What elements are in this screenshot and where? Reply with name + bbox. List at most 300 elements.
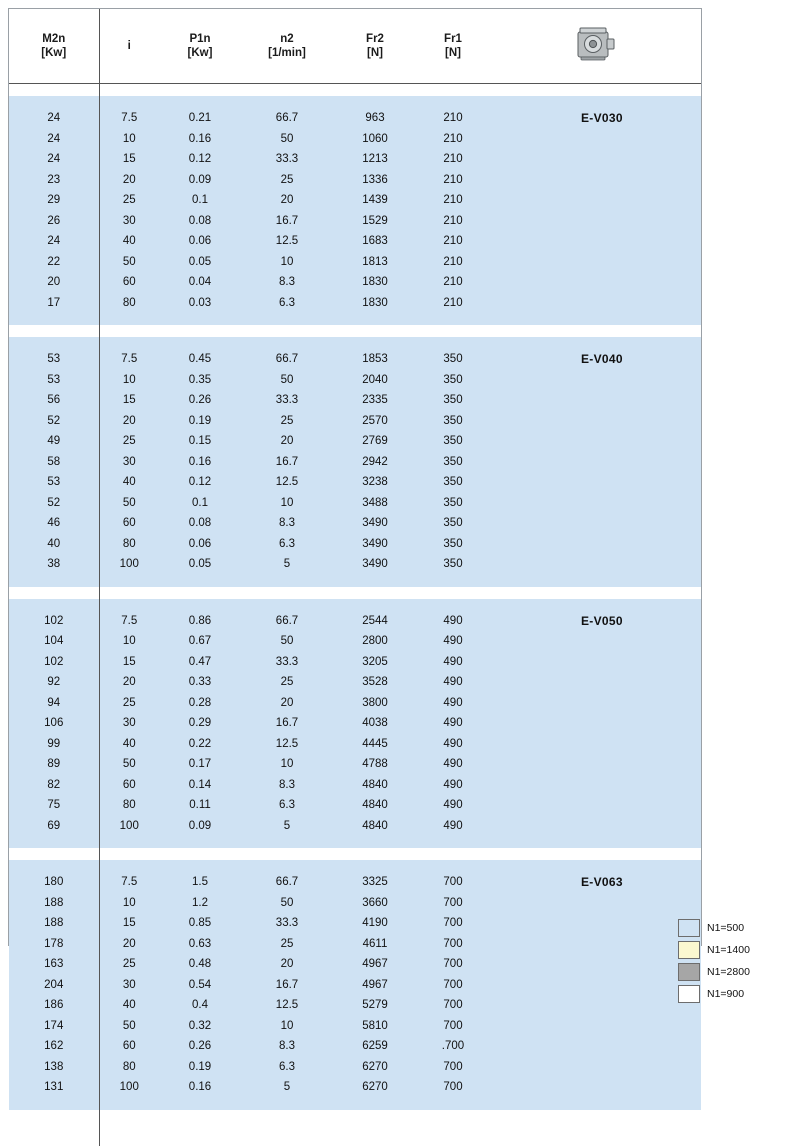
table-cell-fr1: 700 [417,934,489,955]
table-cell-fr2: 3325 [333,872,417,893]
model-label [489,734,701,755]
table-cell-fr1: 210 [417,231,489,252]
table-cell-i: 100 [99,554,159,575]
column-header-p1n-title: P1n [189,32,211,45]
table-cell-n2: 12.5 [241,734,333,755]
table-cell-n2: 5 [241,1077,333,1098]
model-label [489,1077,701,1098]
table-cell-fr2: 1439 [333,190,417,211]
table-cell-i: 100 [99,816,159,837]
table-cell-n2: 25 [241,672,333,693]
model-label [489,1036,701,1057]
table-cell-fr1: 350 [417,513,489,534]
table-cell-fr1: 700 [417,872,489,893]
group-spacer [9,587,701,599]
table-cell-fr1: 210 [417,211,489,232]
table-cell-fr1: 700 [417,975,489,996]
table-cell-i: 25 [99,190,159,211]
table-cell-fr1: 700 [417,954,489,975]
table-row [9,231,701,252]
table-cell-fr1: 350 [417,370,489,391]
table-cell-i: 7.5 [99,872,159,893]
table-cell-n2: 5 [241,816,333,837]
table-cell-fr1: 350 [417,554,489,575]
table-cell-m2n: 23 [9,170,99,191]
table-cell-m2n: 99 [9,734,99,755]
model-label [489,975,701,996]
model-label [489,954,701,975]
table-cell-fr1: 210 [417,129,489,150]
table-cell-fr1: 350 [417,472,489,493]
table-row [9,431,701,452]
table-cell-n2: 6.3 [241,293,333,314]
model-label [489,534,701,555]
table-row [9,129,701,150]
table-cell-p1n: 0.1 [159,190,241,211]
table-cell-n2: 10 [241,1016,333,1037]
table-row [9,190,701,211]
model-label [489,934,701,955]
legend-item [678,961,788,983]
table-cell-fr2: 4840 [333,795,417,816]
table-cell-fr2: 3800 [333,693,417,714]
table-cell-p1n: 0.26 [159,1036,241,1057]
table-header [9,9,701,84]
column-header-m2n-unit: [Kw] [41,47,67,59]
table-cell-fr2: 3528 [333,672,417,693]
table-cell-m2n: 186 [9,995,99,1016]
model-label [489,211,701,232]
model-label [489,1057,701,1078]
table-row [9,252,701,273]
table-cell-m2n: 106 [9,713,99,734]
table-row [9,370,701,391]
model-label [489,631,701,652]
table-cell-p1n: 0.04 [159,272,241,293]
table-cell-m2n: 204 [9,975,99,996]
table-cell-fr1: 490 [417,734,489,755]
table-row [9,754,701,775]
table-cell-m2n: 188 [9,893,99,914]
table-cell-i: 20 [99,934,159,955]
table-cell-i: 10 [99,893,159,914]
model-label [489,816,701,837]
table-row [9,693,701,714]
table-cell-p1n: 0.19 [159,411,241,432]
table-cell-fr1: 490 [417,754,489,775]
table-cell-fr2: 4190 [333,913,417,934]
table-cell-p1n: 0.08 [159,211,241,232]
table-cell-m2n: 92 [9,672,99,693]
model-label [489,652,701,673]
table-cell-fr1: 210 [417,170,489,191]
table-cell-fr1: 700 [417,913,489,934]
table-cell-n2: 20 [241,431,333,452]
table-row [9,775,701,796]
table-cell-n2: 8.3 [241,513,333,534]
table-cell-p1n: 0.12 [159,149,241,170]
column-header-fr2 [333,9,417,84]
table-cell-fr2: 2942 [333,452,417,473]
table-cell-fr2: 3238 [333,472,417,493]
table-cell-i: 60 [99,775,159,796]
table-cell-i: 80 [99,293,159,314]
table-cell-n2: 33.3 [241,390,333,411]
table-cell-i: 25 [99,693,159,714]
legend-swatch-n1-1400 [678,941,700,959]
model-label [489,431,701,452]
column-header-n2-unit: [1/min] [268,47,306,59]
table-cell-fr1: 700 [417,1057,489,1078]
table-cell-fr1: 490 [417,652,489,673]
table-cell-i: 50 [99,754,159,775]
table-cell-fr2: 4445 [333,734,417,755]
table-cell-p1n: 1.5 [159,872,241,893]
legend-label-n1-500: N1=500 [707,922,745,934]
table-cell-m2n: 178 [9,934,99,955]
table-cell-fr1: 350 [417,390,489,411]
column-header-m2n [9,9,99,84]
table-cell-fr2: 2769 [333,431,417,452]
table-row [9,995,701,1016]
group-top-padding [9,96,701,108]
table-row [9,108,701,129]
table-cell-p1n: 0.21 [159,108,241,129]
table-row [9,390,701,411]
table-cell-i: 7.5 [99,349,159,370]
table-cell-i: 30 [99,452,159,473]
table-cell-n2: 16.7 [241,211,333,232]
model-label [489,252,701,273]
table-cell-fr2: 2335 [333,390,417,411]
table-cell-fr2: 1830 [333,293,417,314]
table-cell-fr2: 1060 [333,129,417,150]
table-cell-p1n: 0.85 [159,913,241,934]
table-row [9,1077,701,1098]
table-cell-fr1: 350 [417,411,489,432]
table-cell-fr1: 350 [417,452,489,473]
table-cell-fr1: 700 [417,893,489,914]
header-row [9,9,701,84]
table-cell-p1n: 0.47 [159,652,241,673]
table-cell-p1n: 0.12 [159,472,241,493]
column-header-m2n-title: M2n [42,32,66,45]
table-cell-fr1: 700 [417,1016,489,1037]
group-bottom-padding [9,313,701,325]
table-cell-fr2: 4967 [333,975,417,996]
table-cell-p1n: 0.28 [159,693,241,714]
table-cell-fr1: 350 [417,349,489,370]
table-cell-i: 15 [99,390,159,411]
group-top-padding [9,599,701,611]
table-cell-m2n: 24 [9,108,99,129]
table-row [9,534,701,555]
table-cell-m2n: 24 [9,231,99,252]
column-header-fr1 [417,9,489,84]
table-cell-i: 80 [99,795,159,816]
table-cell-n2: 10 [241,493,333,514]
table-cell-i: 7.5 [99,108,159,129]
model-label [489,554,701,575]
model-label [489,231,701,252]
table-cell-fr2: 6259 [333,1036,417,1057]
table-cell-p1n: 0.14 [159,775,241,796]
table-cell-m2n: 46 [9,513,99,534]
table-cell-i: 60 [99,513,159,534]
table-cell-p1n: 0.08 [159,513,241,534]
table-cell-fr2: 4840 [333,775,417,796]
model-label [489,795,701,816]
model-label: E-V050 [489,611,701,632]
table-cell-i: 30 [99,975,159,996]
table-row [9,149,701,170]
table-cell-fr1: 490 [417,816,489,837]
table-row [9,872,701,893]
legend-item [678,917,788,939]
table-cell-i: 20 [99,411,159,432]
table-cell-m2n: 82 [9,775,99,796]
table-tail-spacer [9,1110,701,1146]
table-cell-fr1: 490 [417,611,489,632]
table-cell-n2: 12.5 [241,231,333,252]
table-cell-p1n: 0.54 [159,975,241,996]
table-row [9,795,701,816]
table-cell-m2n: 131 [9,1077,99,1098]
table-cell-p1n: 0.48 [159,954,241,975]
table-cell-m2n: 162 [9,1036,99,1057]
table-cell-n2: 8.3 [241,775,333,796]
table-cell-m2n: 94 [9,693,99,714]
table-cell-n2: 20 [241,954,333,975]
model-label [489,170,701,191]
table-cell-fr2: 1830 [333,272,417,293]
table-cell-p1n: 0.17 [159,754,241,775]
table-cell-fr2: 3490 [333,534,417,555]
model-label: E-V030 [489,108,701,129]
table-cell-n2: 33.3 [241,652,333,673]
table-cell-fr2: 2544 [333,611,417,632]
model-label [489,713,701,734]
table-cell-i: 15 [99,149,159,170]
table-cell-fr1: 490 [417,775,489,796]
table-cell-m2n: 52 [9,493,99,514]
table-cell-fr1: 490 [417,631,489,652]
table-cell-fr1: 210 [417,252,489,273]
table-cell-i: 60 [99,1036,159,1057]
table-cell-m2n: 58 [9,452,99,473]
table-cell-p1n: 1.2 [159,893,241,914]
table-cell-p1n: 0.22 [159,734,241,755]
table-cell-i: 40 [99,734,159,755]
table-row [9,554,701,575]
table-cell-p1n: 0.15 [159,431,241,452]
table-cell-p1n: 0.33 [159,672,241,693]
table-cell-p1n: 0.03 [159,293,241,314]
model-label [489,129,701,150]
table-cell-n2: 8.3 [241,1036,333,1057]
table-cell-m2n: 17 [9,293,99,314]
table-cell-n2: 20 [241,693,333,714]
table-cell-i: 20 [99,170,159,191]
table-cell-p1n: 0.05 [159,554,241,575]
table-cell-p1n: 0.35 [159,370,241,391]
column-header-i [99,9,159,84]
legend-swatch-n1-500 [678,919,700,937]
table-cell-p1n: 0.4 [159,995,241,1016]
table-cell-fr2: 4967 [333,954,417,975]
table-cell-n2: 33.3 [241,913,333,934]
table-row [9,293,701,314]
table-cell-p1n: 0.29 [159,713,241,734]
legend-item [678,983,788,1005]
spec-sheet [8,8,702,1093]
table-row [9,954,701,975]
table-cell-n2: 12.5 [241,472,333,493]
table-cell-p1n: 0.06 [159,534,241,555]
table-cell-m2n: 163 [9,954,99,975]
table-row [9,472,701,493]
model-label [489,411,701,432]
column-header-fr1-title: Fr1 [444,32,462,45]
column-header-p1n-unit: [Kw] [187,47,213,59]
table-cell-m2n: 69 [9,816,99,837]
table-cell-fr2: 2800 [333,631,417,652]
table-cell-m2n: 52 [9,411,99,432]
table-cell-n2: 6.3 [241,795,333,816]
table-cell-m2n: 53 [9,349,99,370]
table-cell-p1n: 0.09 [159,170,241,191]
table-cell-m2n: 174 [9,1016,99,1037]
model-label [489,693,701,714]
table-row [9,975,701,996]
table-cell-fr2: 3660 [333,893,417,914]
table-body [9,84,701,1146]
table-cell-n2: 25 [241,170,333,191]
table-cell-i: 10 [99,631,159,652]
table-cell-m2n: 89 [9,754,99,775]
table-cell-fr2: 6270 [333,1057,417,1078]
model-label [489,513,701,534]
column-header-n2-title: n2 [280,32,294,45]
column-header-fr2-title: Fr2 [366,32,384,45]
table-cell-p1n: 0.06 [159,231,241,252]
table-cell-n2: 33.3 [241,149,333,170]
table-row [9,893,701,914]
table-cell-n2: 6.3 [241,534,333,555]
table-cell-m2n: 138 [9,1057,99,1078]
table-row [9,513,701,534]
table-cell-p1n: 0.11 [159,795,241,816]
table-cell-fr2: 3490 [333,554,417,575]
table-cell-fr2: 5810 [333,1016,417,1037]
column-header-i-title: i [127,39,131,52]
model-label [489,370,701,391]
table-cell-i: 50 [99,493,159,514]
table-cell-m2n: 24 [9,129,99,150]
table-row [9,913,701,934]
table-cell-i: 50 [99,1016,159,1037]
table-cell-fr2: 4611 [333,934,417,955]
table-row [9,713,701,734]
model-label [489,893,701,914]
table-cell-fr2: 1813 [333,252,417,273]
table-cell-m2n: 40 [9,534,99,555]
legend-swatch-n1-2800 [678,963,700,981]
column-header-fr1-unit: [N] [445,47,461,59]
column-header-fr2-unit: [N] [367,47,383,59]
table-cell-n2: 20 [241,190,333,211]
table-row [9,734,701,755]
model-label [489,452,701,473]
table-cell-i: 40 [99,231,159,252]
table-row [9,1016,701,1037]
group-top-padding [9,337,701,349]
table-cell-fr1: .700 [417,1036,489,1057]
table-row [9,1057,701,1078]
table-cell-fr2: 4038 [333,713,417,734]
table-cell-i: 60 [99,272,159,293]
table-cell-n2: 16.7 [241,975,333,996]
table-cell-i: 15 [99,652,159,673]
table-cell-fr1: 490 [417,795,489,816]
model-label [489,754,701,775]
table-cell-i: 30 [99,211,159,232]
table-cell-m2n: 75 [9,795,99,816]
table-cell-m2n: 20 [9,272,99,293]
model-label: E-V063 [489,872,701,893]
table-cell-fr2: 1683 [333,231,417,252]
table-cell-i: 10 [99,370,159,391]
model-label [489,995,701,1016]
table-cell-fr1: 350 [417,493,489,514]
table-row [9,411,701,432]
model-label [489,272,701,293]
table-cell-fr1: 210 [417,272,489,293]
table-cell-fr2: 1336 [333,170,417,191]
group-bottom-padding [9,836,701,848]
table-row [9,211,701,232]
table-cell-i: 50 [99,252,159,273]
table-row [9,1036,701,1057]
table-cell-p1n: 0.32 [159,1016,241,1037]
table-cell-p1n: 0.67 [159,631,241,652]
table-cell-m2n: 49 [9,431,99,452]
table-cell-m2n: 26 [9,211,99,232]
column-header-p1n [159,9,241,84]
group-spacer [9,325,701,337]
table-cell-fr2: 1213 [333,149,417,170]
group-spacer [9,848,701,860]
table-cell-fr1: 490 [417,672,489,693]
table-cell-fr2: 1529 [333,211,417,232]
table-cell-p1n: 0.26 [159,390,241,411]
table-cell-p1n: 0.63 [159,934,241,955]
table-cell-n2: 10 [241,754,333,775]
model-label [489,190,701,211]
table-cell-i: 25 [99,954,159,975]
table-cell-i: 100 [99,1077,159,1098]
table-cell-p1n: 0.16 [159,129,241,150]
table-cell-m2n: 53 [9,472,99,493]
legend-label-n1-1400: N1=1400 [707,944,750,956]
table-cell-m2n: 188 [9,913,99,934]
table-cell-i: 40 [99,472,159,493]
model-label [489,293,701,314]
model-label [489,775,701,796]
table-cell-fr1: 490 [417,693,489,714]
table-cell-i: 80 [99,534,159,555]
table-row [9,272,701,293]
